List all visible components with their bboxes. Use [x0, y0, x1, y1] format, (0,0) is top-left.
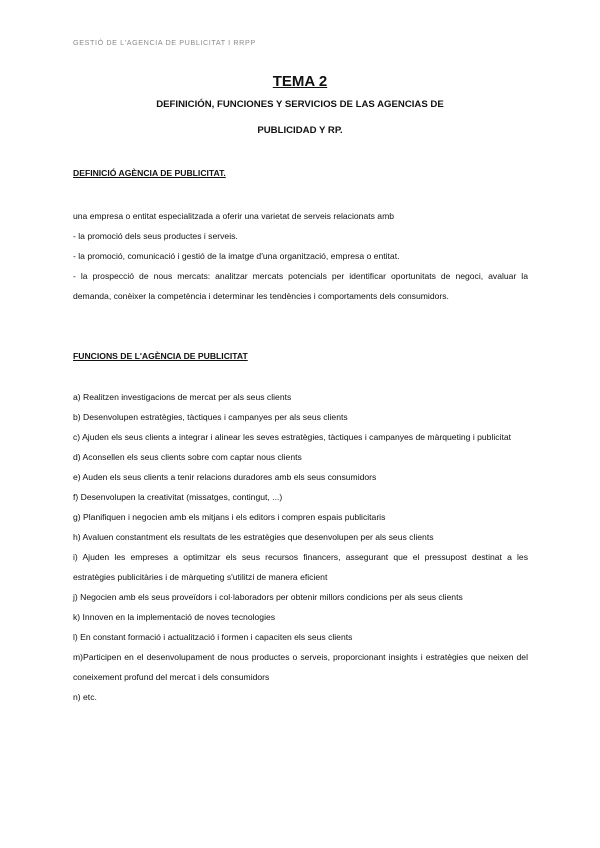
functions-list — [73, 387, 528, 707]
definition-paragraph: una empresa o entitat especialitzada a oferir una varietat de serveis relacionats amb — [73, 211, 395, 221]
function-item: i) Ajuden les empreses a optimitzar els seus recursos financers, assegurant que el pressupost destinat a les estratègies publicitàries i de màrqueting s'utilitzi de manera eficient — [73, 552, 528, 582]
function-item: l) En constant formació i actualització i formen i capaciten els seus clients — [73, 632, 353, 642]
document-subtitle-line-1: DEFINICIÓN, FUNCIONES Y SERVICIOS DE LAS AGENCIAS DE — [156, 99, 444, 110]
definition-body — [73, 206, 528, 306]
function-item: c) Ajuden els seus clients a integrar i alinear les seves estratègies, tàctiques i campanyes de màrqueting i publicitat — [73, 432, 512, 442]
function-item: b) Desenvolupen estratègies, tàctiques i campanyes per als seus clients — [73, 412, 348, 422]
definition-paragraph: - la promoció, comunicació i gestió de la imatge d'una organització, empresa o entitat. — [73, 251, 400, 261]
function-item: h) Avaluen constantment els resultats de les estratègies que desenvolupen per als seus clients — [73, 532, 434, 542]
running-header: GESTIÓ DE L'AGENCIA DE PUBLICITAT I RRPP — [73, 38, 256, 47]
definition-paragraph: - la prospecció de nous mercats: analitzar mercats potencials per identificar oportunitats de negoci, avaluar la demanda, conèixer la competència i determinar les tendències i comportaments dels consumidors. — [73, 271, 528, 301]
definition-heading: DEFINICIÓ AGÈNCIA DE PUBLICITAT. — [73, 168, 226, 178]
document-subtitle-line-2: PUBLICIDAD Y RP. — [257, 125, 343, 136]
function-item: e) Auden els seus clients a tenir relacions duradores amb els seus consumidors — [73, 472, 377, 482]
function-item: m)Participen en el desenvolupament de nous productes o serveis, proporcionant insights i estratègies que neixen del coneixement profund del mercat i dels consumidors — [73, 652, 528, 682]
document-title: TEMA 2 — [272, 73, 328, 90]
function-item: j) Negocien amb els seus proveïdors i col·laboradors per obtenir millors condicions per als seus clients — [73, 592, 463, 602]
function-item: a) Realitzen investigacions de mercat per als seus clients — [73, 392, 292, 402]
function-item: k) Innoven en la implementació de noves tecnologies — [73, 612, 276, 622]
function-item: f) Desenvolupen la creativitat (missatges, contingut, ...) — [73, 492, 283, 502]
definition-paragraph: - la promoció dels seus productes i serveis. — [73, 231, 238, 241]
functions-heading: FUNCIONS DE L'AGÈNCIA DE PUBLICITAT — [73, 351, 248, 361]
function-item: g) Planifiquen i negocien amb els mitjans i els editors i compren espais publicitaris — [73, 512, 386, 522]
function-item: d) Aconsellen els seus clients sobre com captar nous clients — [73, 452, 302, 462]
function-item: n) etc. — [73, 692, 97, 702]
